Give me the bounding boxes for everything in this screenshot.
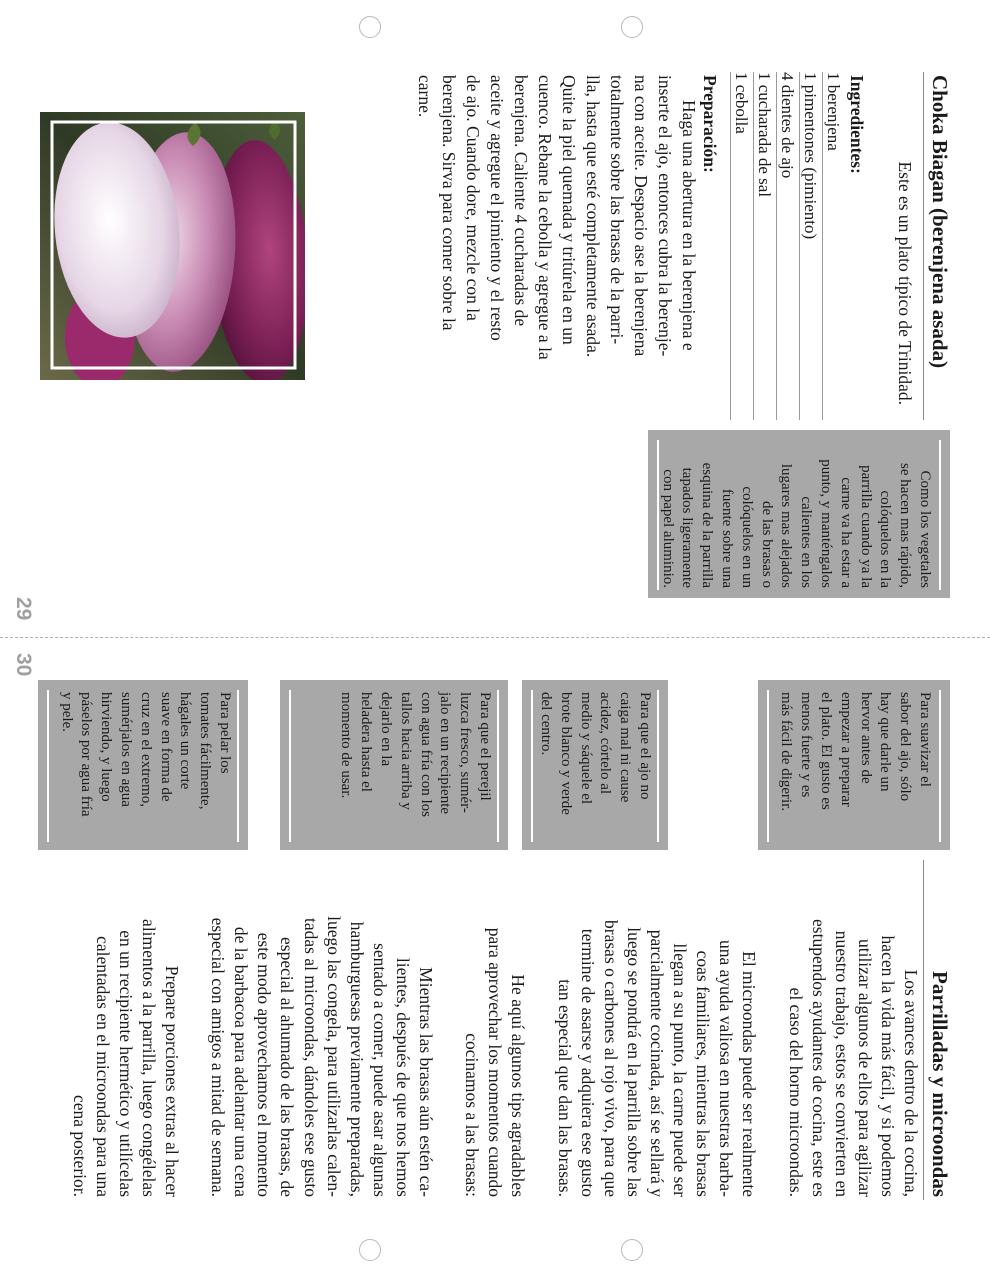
text-line: hacen la vida más fácil, y si podemos — [877, 935, 898, 1197]
tip-text — [56, 692, 234, 817]
tip-text — [535, 692, 654, 815]
text-line: el plato. El gusto es — [818, 692, 835, 810]
tip-text — [657, 459, 934, 588]
text-line: tapados ligeramente — [679, 467, 696, 588]
text-line: Para suavizar el — [917, 692, 933, 787]
title-rule — [923, 72, 924, 420]
ingredients-list — [730, 72, 845, 420]
text-line: Prepare porciones extras al hacer — [162, 965, 182, 1197]
title-rule — [923, 860, 924, 1200]
tip-box-parsley — [280, 680, 508, 850]
paragraph — [68, 857, 183, 1197]
text-line: el caso del horno microondas. — [785, 987, 806, 1197]
tip-box-tomatoes — [38, 680, 248, 850]
punch-hole — [621, 16, 643, 38]
text-line: alimentos a la parrilla, luego congélelas — [138, 919, 159, 1197]
text-line: de la barbacoa para adelantar una cena — [231, 926, 252, 1197]
text-line: hágales un corte — [177, 692, 194, 790]
text-line: berenjena. Caliente 4 cucharadas de — [511, 75, 531, 327]
text-line: en un recipiente hermético y utilícelas — [115, 930, 136, 1197]
text-line: nuestro trabajo, estos se convierten en — [831, 930, 852, 1197]
text-line: se hacen mas rápido, — [897, 463, 914, 588]
text-line: con papel aluminio. — [659, 469, 676, 588]
text-line: y pele. — [58, 692, 75, 732]
text-line: más fácil de digerir. — [778, 692, 795, 812]
text-line: calentadas en el microondas para una — [92, 936, 113, 1197]
text-line: utilizar algunos de ellos para agilizar — [854, 938, 875, 1197]
text-line: totalmente sobre las brasas de la parri- — [607, 75, 627, 345]
text-line: parrilla cuando ya la — [857, 465, 874, 588]
paragraph — [206, 857, 437, 1197]
text-line: luzca fresco, sumér- — [457, 692, 474, 813]
text-line: luego las congela, para utilizarlas calen- — [323, 916, 344, 1197]
text-line: He aquí algunos tips agradables — [508, 974, 529, 1197]
page-number-left: 29 — [12, 597, 35, 621]
text-line: colóquelos en la — [877, 490, 894, 588]
text-line: carne va ha estar a — [837, 477, 854, 588]
text-line: suave en forma de — [157, 692, 174, 802]
text-line: hay que darle un — [877, 692, 894, 792]
paragraph — [460, 857, 529, 1197]
text-line: cena posterior. — [69, 1094, 90, 1197]
text-line: carne. — [415, 75, 435, 118]
text-line: tomates fácilmente, — [197, 692, 214, 810]
ingredient-item: 1 cebolla — [730, 72, 753, 420]
tip-box-vegetables — [648, 430, 950, 598]
text-line: caiga mal ni cause — [617, 692, 634, 803]
text-line: de las brasas o — [758, 500, 775, 588]
text-line: Para que el perejil — [477, 692, 493, 801]
ingredient-item: 1 cucharada de sal — [753, 72, 776, 420]
text-line: Como los vegetales — [917, 470, 933, 588]
ingredients-heading: Ingredientes: — [847, 75, 867, 174]
text-line: punto, y manténgalos — [818, 459, 835, 588]
ingredient-item: 4 dientes de ajo — [776, 72, 799, 420]
text-line: cruz en el extremo, — [137, 692, 154, 807]
ingredient-item: 1 pimentones (pimiento) — [799, 72, 822, 420]
punch-hole — [359, 16, 381, 38]
text-line: parcialmente cocinada, así se sellará y — [646, 929, 667, 1197]
text-line: jalo en un recipiente — [437, 692, 454, 815]
text-line: termine de asarse y adquiera ese gusto — [577, 928, 598, 1197]
text-line: inserte el ajo, entonces cubra la berenje- — [655, 75, 675, 357]
text-line: luego se pondrá en la parrilla sobre las — [623, 927, 644, 1197]
text-line: dejarlo en la — [378, 692, 395, 767]
text-line: colóquelos en un — [738, 486, 755, 588]
page-fold-divider — [0, 637, 990, 638]
text-line: aceite y agregue el pimiento y el resto — [487, 75, 507, 341]
text-line: con agua fría con los — [417, 692, 434, 817]
text-line: lla, hasta que esté completamente asada. — [583, 75, 603, 358]
paragraph — [553, 857, 761, 1197]
eggplant-photo — [40, 112, 305, 380]
text-line: menos fuerte y es — [798, 692, 815, 798]
recipe-title: Choka Biagan (berenjena asada) — [928, 75, 952, 369]
recipe-subtitle: Este es un plato típico de Trinidad. — [895, 161, 915, 405]
text-line: tan especial que dan las brasas. — [554, 979, 575, 1197]
text-line: calientes en los — [798, 496, 815, 588]
punch-hole — [359, 1239, 381, 1261]
text-line: lientes, después de que nos hemos — [392, 957, 413, 1197]
text-line: fuente sobre una — [719, 488, 736, 588]
page-number-right: 30 — [12, 653, 35, 677]
text-line: para aprovechar los momentos cuando — [485, 927, 506, 1197]
article-title: Parrilladas y microondas — [928, 971, 952, 1197]
text-line: tallos hacia arriba y — [397, 692, 414, 810]
text-line: hervor antes de — [857, 692, 874, 784]
text-line: hirviendo, y luego — [98, 692, 115, 802]
text-line: Para que el ajo no — [637, 692, 653, 800]
text-line: tadas al microondas, dándoles ese gusto — [300, 918, 321, 1197]
preparation-heading: Preparación: — [700, 75, 720, 173]
text-line: especial al ahumado de las brasas, de — [277, 937, 298, 1197]
text-line: medio y sáquele el — [577, 692, 594, 805]
text-line: lugares mas alejados — [778, 463, 795, 588]
text-line: na con aceite. Despacio ase la berenjena — [631, 75, 651, 357]
text-line: sentado a comer, puede asar algunas — [369, 943, 390, 1197]
tip-box-garlic-flavor — [758, 680, 950, 850]
text-line: de ajo. Cuando dore, mezcle con la — [463, 75, 483, 321]
ingredient-item: 1 berenjena — [822, 72, 845, 420]
text-line: El microondas puede ser realmente — [739, 951, 760, 1197]
article-body — [44, 857, 922, 1197]
text-line: cuenco. Rebane la cebolla y agregue a la — [535, 75, 555, 360]
text-line: acidez, córtelo al — [597, 692, 614, 795]
text-line: Quite la piel quemada y tritúrela en un — [559, 75, 579, 345]
text-line: empezar a preparar — [837, 692, 854, 807]
text-line: Haga una abertura en la berenjena e — [679, 100, 699, 351]
text-line: Los avances dentro de la cocina, — [901, 969, 921, 1197]
text-line: llegan a su punto, la carne puede ser — [670, 943, 691, 1197]
text-line: sumérjalos en agua — [118, 692, 135, 807]
text-line: páselos por agua fría — [78, 692, 95, 817]
paragraph — [783, 857, 922, 1197]
preparation-text — [413, 75, 701, 360]
text-line: especial con amigos a mitad de semana. — [208, 917, 229, 1197]
text-line: cocinamos a las brasas: — [462, 1033, 483, 1197]
tip-text — [776, 692, 934, 811]
text-line: estupendos ayudantes de cocina, este es — [808, 919, 829, 1197]
text-line: momento de usar. — [338, 692, 355, 799]
text-line: este modo aprovechamos el momento — [254, 932, 275, 1197]
text-line: heladera hasta el — [358, 692, 375, 792]
text-line: Mientras las brasas aún estén ca- — [416, 967, 437, 1197]
text-line: esquina de la parrilla — [699, 462, 716, 588]
text-line: una ayuda valiosa en nuestras barba- — [716, 939, 737, 1197]
text-line: coas familiares, mientras las brasas — [693, 950, 714, 1197]
tip-box-garlic-acidity — [522, 680, 668, 850]
text-line: del centro. — [538, 692, 555, 756]
text-line: brasas o carbones al rojo vivo, para que — [600, 920, 621, 1197]
text-line: berenjena. Sirva para comer sobre la — [439, 75, 459, 331]
text-line: hamburguesas previamente preparadas, — [346, 921, 367, 1197]
tip-text — [336, 692, 494, 817]
text-line: brote blanco y verde — [557, 692, 574, 815]
text-line: Para pelar los — [217, 692, 233, 774]
punch-hole — [621, 1239, 643, 1261]
text-line: sabor del ajo, sólo — [897, 692, 914, 802]
